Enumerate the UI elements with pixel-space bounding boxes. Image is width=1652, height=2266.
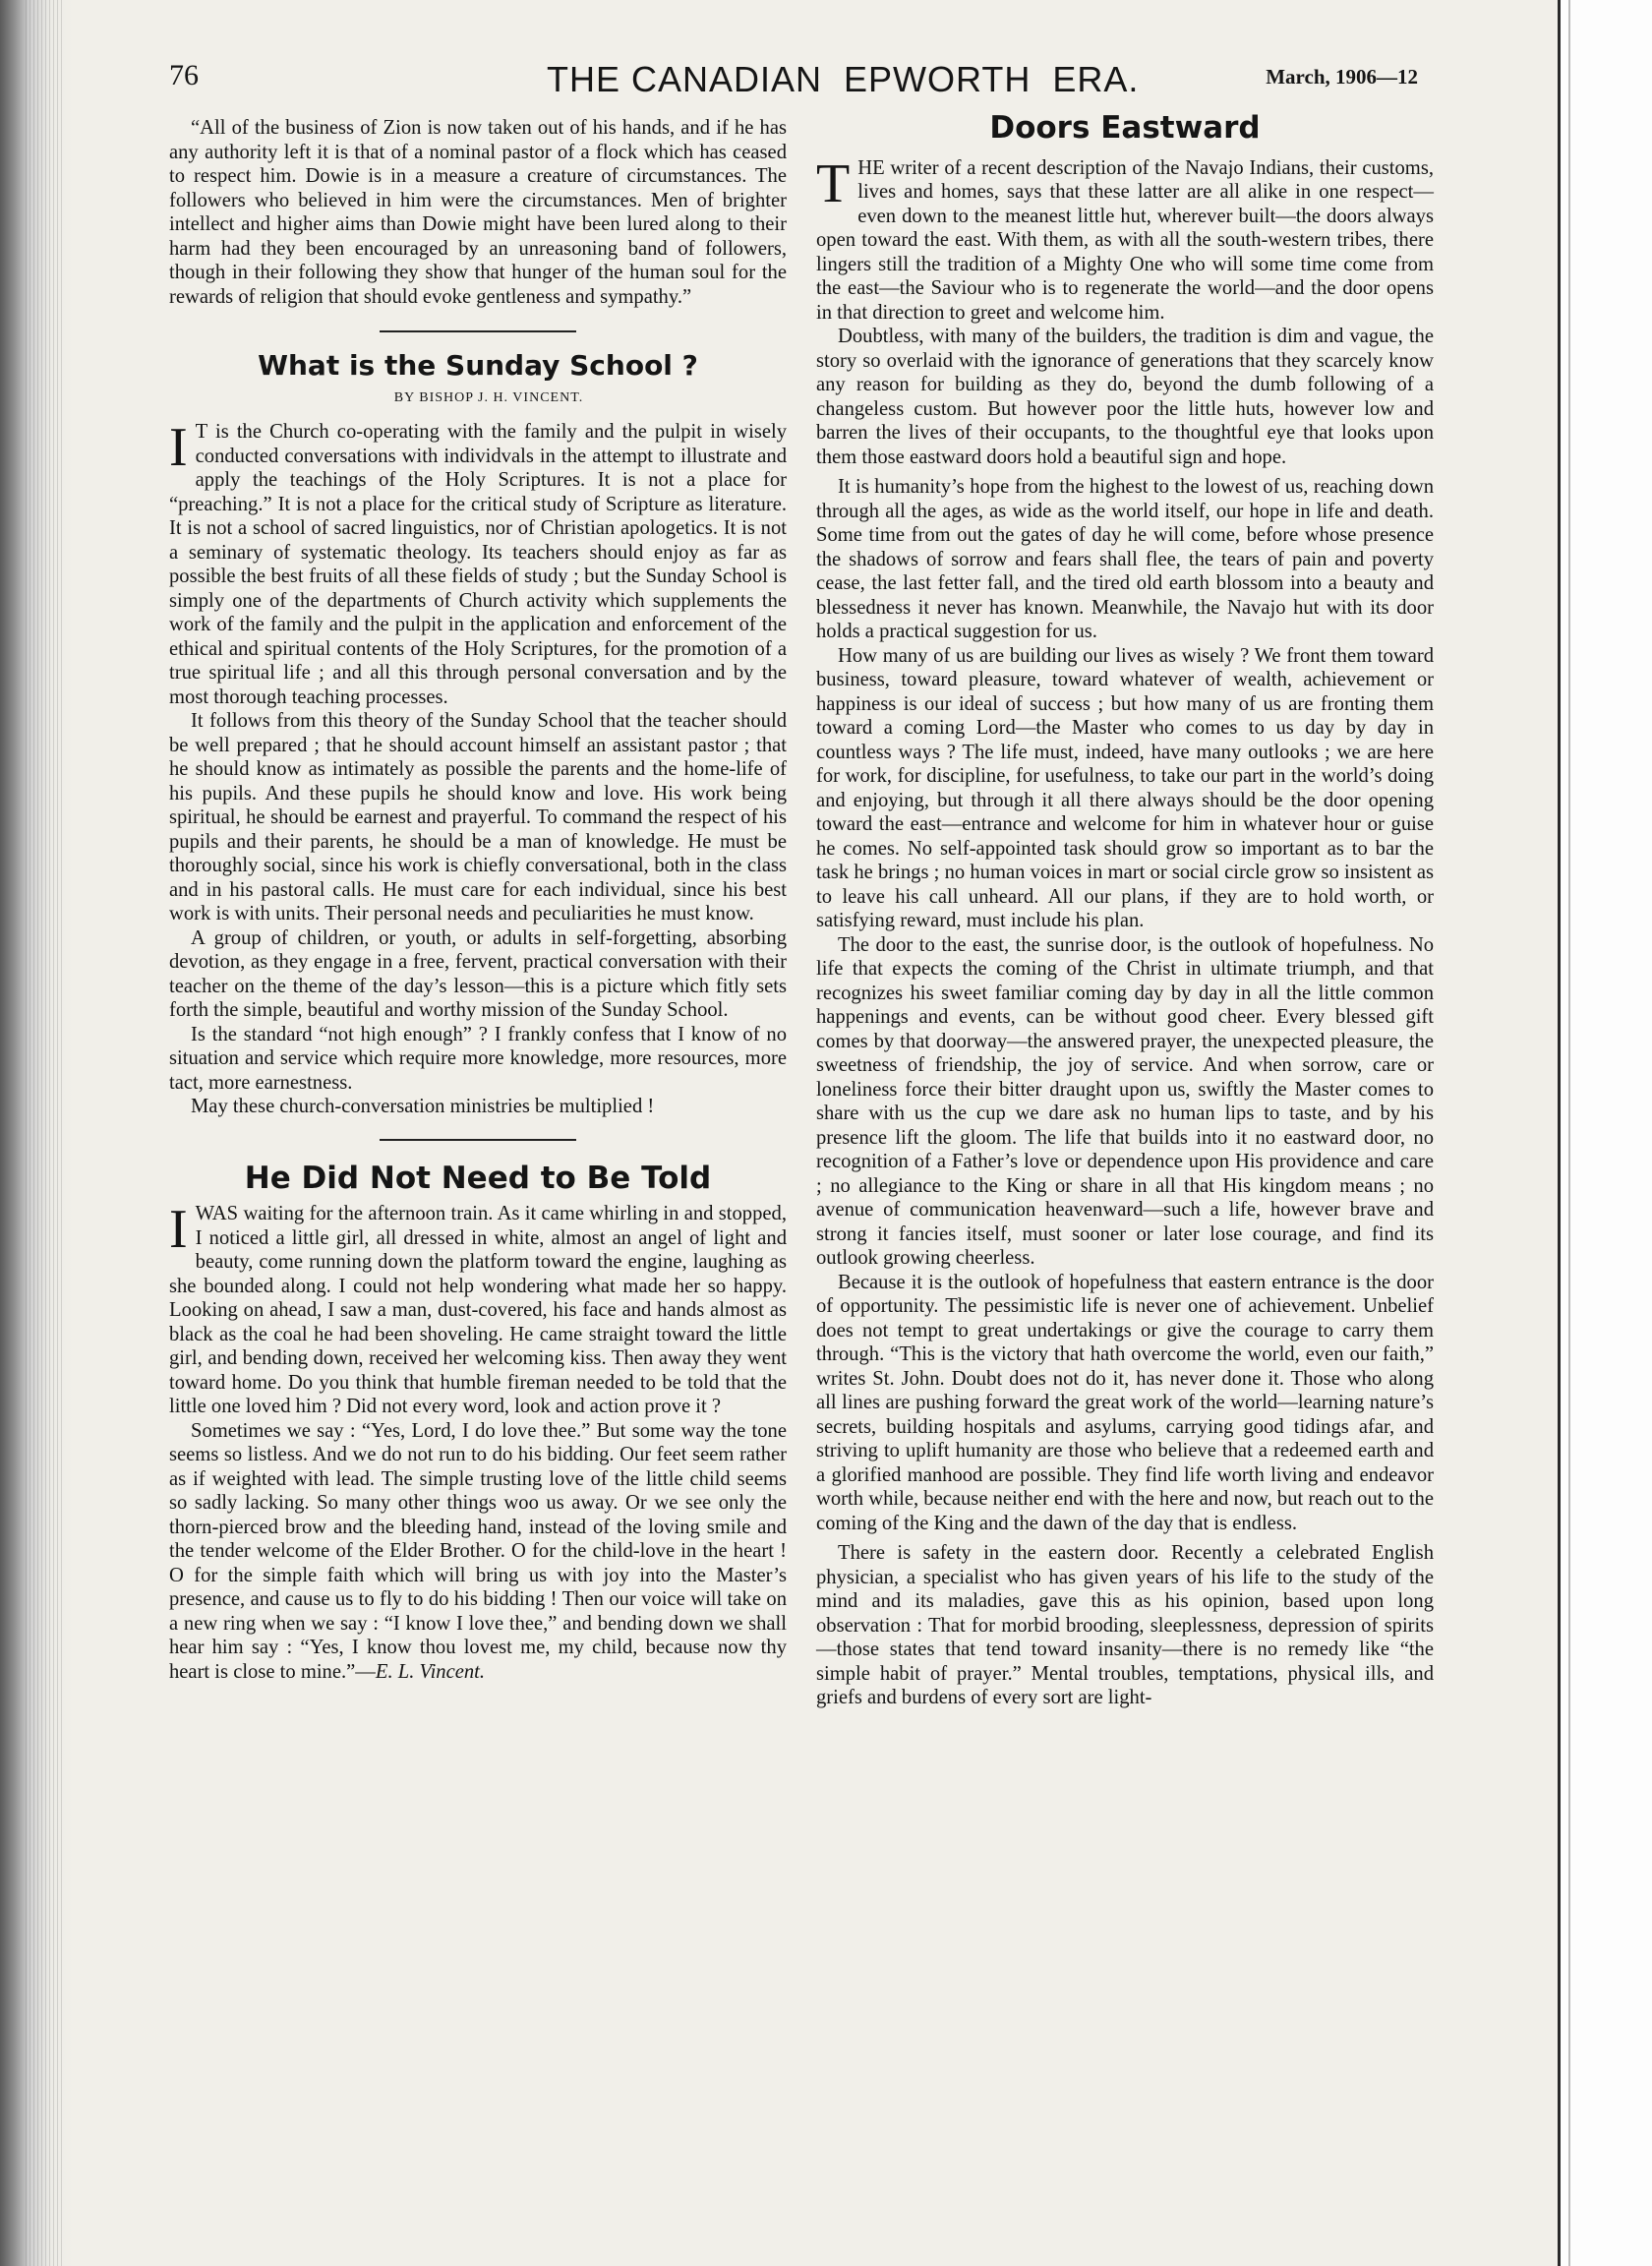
right-column [816, 110, 1434, 1710]
paragraph-text: HE writer of a recent description of the Navajo Indians, their customs, lives and homes, says that these latter are all alike in one respect—even down to the meanest little hut, wherever built—the doors always open toward the east. With them, as with all the south-western tribes, there lingers still the tradition of a Mighty One who will some time come from the east—the Saviour who is to regenerate the world—and the door opens in that direction to greet and welcome him. [816, 156, 1434, 324]
paragraph: There is safety in the eastern door. Recently a celebrated English physician, a specialist who has given years of his life to the study of the mind and its maladies, gave this as his opinion, based upon long observation : That for morbid brooding, sleeplessness, depression of spirits—those states that tend toward insanity—there is no remedy like “the simple habit of prayer.” Mental troubles, temptations, physical ills, and griefs and burdens of every sort are light- [816, 1542, 1434, 1708]
next-page-edge-line [1568, 0, 1570, 2266]
section-divider [380, 1139, 576, 1141]
author-signature: E. L. Vincent. [375, 1660, 486, 1683]
article-body-he-did-not-need [169, 1199, 787, 1684]
intro-quote: “All of the business of Zion is now taken out of his hands, and if he has any authority left it is that of a nominal pastor of a flock which has ceased to respect him. Dowie is in a measure a creature of circumstances. The followers who believed in him were the circumstances. Men of brighter intellect and higher aims than Dowie might have been lured along to their harm had they been encouraged by an unreasoning band of followers, though in their following they show that hunger of the human soul for the rewards of religion that should evoke gentleness and sympathy.” [169, 117, 787, 308]
page-number: 76 [169, 59, 199, 91]
drop-cap: T [816, 152, 851, 214]
next-page-edge [1558, 0, 1652, 2266]
paragraph: It is humanity’s hope from the highest to the lowest of us, reaching down through all the ages, as wide as the world itself, our hope in life and death. Some time from out the gates of day he will come, before whose presence the shadows of sorrow and fears shall flee, the tears of pain and poverty cease, the last fetter fall, and the tired old earth blossom into a beauty and blessedness it never has known. Meanwhile, the Navajo hut with its door holds a practical suggestion for us. [816, 476, 1434, 642]
paragraph [169, 1419, 787, 1685]
paragraph-text: T is the Church co-operating with the family and the pulpit in wisely conducted conversations with individvals in the attempt to illustrate and apply the teachings of the Holy Scriptures. It is not a place for “preaching.” It is not a place for the critical study of Scripture as literature. It is not a school of sacred linguistics, nor of Christian apologetics. It is not a seminary of systematic theology. Its teachers should enjoy as far as possible the best fruits of all these fields of study ; but the Sunday School is simply one of the departments of Church activity which supplements the work of the family and the pulpit in the application and enforcement of the ethical and spiritual contents of the Holy Scriptures, for the promotion of a true spiritual life ; and all this through personal conversation and by the most thorough teaching processes. [169, 421, 787, 708]
article-body-sunday-school [169, 417, 787, 1119]
section-divider [380, 330, 576, 332]
left-column [169, 116, 787, 1684]
paragraph [816, 152, 1434, 326]
article-title-sunday-school: What is the Sunday School ? [258, 349, 698, 382]
page-edge-lines [26, 0, 65, 2266]
paragraph: How many of us are building our lives as wisely ? We front them toward business, toward pleasure, toward whatever of wealth, achievement or happiness is our ideal of success ; but how many of us are fronting them toward a coming Lord—the Master who comes to us day by day in countless ways ? The life must, indeed, have many outlooks ; we are here for work, for discipline, for usefulness, to take our part in the world’s doing and enjoying, but through it all there always should be the door opening toward the east—entrance and welcome for him in whatever hour or guise he comes. No self-appointed task should grow so important as to bar the task he brings ; no human voices in mart or social circle grow so insistent as to leave his call unheard. All our plans, if they are to hold worth, or satisfying reward, must include his plan. [816, 644, 1434, 931]
article-title-doors-eastward: Doors Eastward [989, 110, 1261, 146]
paragraph: Doubtless, with many of the builders, the tradition is dim and vague, the story so overlaid with the ignorance of generations that they scarcely know any reason for building as they do, beyond the dumb following of a changeless custom. But however poor the little huts, however low and barren the lives of their occupants, to the thoughtful eye that looks upon them those eastward doors hold a beautiful sign and hope. [816, 326, 1434, 468]
paragraph-text: WAS waiting for the afternoon train. As it came whirling in and stopped, I noticed a little girl, all dressed in white, almost an angel of light and beauty, come running down the platform toward the engine, laughing as she bounded along. I could not help wondering what made her so happy. Looking on ahead, I saw a man, dust-covered, his face and hands almost as black as the coal he had been shoveling. He came straight toward the little girl, and bending down, received her welcoming kiss. Then away they went toward home. Do you think that humble fireman needed to be told that the little one loved him ? Did not every word, look and action prove it ? [169, 1203, 787, 1417]
book-spine-gutter [0, 0, 73, 2266]
masthead: THE CANADIAN EPWORTH ERA. [547, 59, 1140, 99]
paragraph [169, 417, 787, 709]
page-header [169, 59, 1418, 108]
paragraph: May these church-conversation ministries be multiplied ! [191, 1096, 655, 1117]
drop-cap: I [169, 417, 188, 478]
paragraph: Because it is the outlook of hopefulness that eastern entrance is the door of opportunity. The pessimistic life is never one of achievement. Unbelief does not tempt to great undertakings or give the courage to carry them through. “This is the victory that hath overcome the world, even our faith,” writes St. John. Doubt does not do it, has never done it. Those who along all lines are pushing forward the great work of the world—learning nature’s secrets, building hospitals and asylums, carrying good tidings afar, and striving to uplift humanity are those who believe that a redeemed earth and a glorified manhood are possible. They find life worth living and endeavor worth while, because neither end with the here and now, but reach out to the coming of the King and the dawn of the day that is endless. [816, 1271, 1434, 1534]
paragraph: A group of children, or youth, or adults in self-forgetting, absorbing devotion, as they engage in a free, fervent, practical conversation with their teacher on the theme of the day’s lesson—this is a picture which fitly sets forth the simple, beautiful and worthy mission of the Sunday School. [169, 926, 787, 1021]
byline: BY BISHOP J. H. VINCENT. [393, 389, 584, 405]
paragraph: Is the standard “not high enough” ? I frankly confess that I know of no situation and service which require more knowledge, more resources, more tact, more earnestness. [169, 1023, 787, 1094]
article-body-doors-eastward [816, 152, 1434, 1710]
paragraph: It follows from this theory of the Sunday School that the teacher should be well prepared ; that he should account himself an assistant pastor ; that he should know as intimately as possible the parents and the home-life of his pupils. And these pupils he should know and love. His work being spiritual, he should be earnest and prayerful. To command the respect of his pupils and their parents, he should be a man of knowledge. He must be thoroughly social, since his work is chiefly conversational, both in the class and in his pastoral calls. He must care for each individual, since his best work is with units. Their personal needs and peculiarities he must know. [169, 710, 787, 924]
paragraph [169, 1199, 787, 1419]
article-title-he-did-not-need: He Did Not Need to Be Told [244, 1160, 712, 1196]
paragraph: The door to the east, the sunrise door, is the outlook of hopefulness. No life that expects the coming of the Christ in ultimate triumph, and that recognizes his sweet familiar coming day by day in all the little common happenings and events, can be without good cheer. Every blessed gift comes by that doorway—the answered prayer, the unexpected pleasure, the sweetness of friendship, the joy of service. And when sorrow, care or loneliness force their bitter draught upon us, swiftly the Master comes to share with us the cup we dare ask no human lips to taste, and by his presence lift the gloom. The life that builds into it no eastward door, no recognition of a Father’s love or dependence upon His providence and care ; no allegiance to the King or share in all that His kingdom means ; no avenue of communication heavenward—such a life, however brave and strong it fancies itself, must sooner or later lose courage, and find its outlook growing cheerless. [816, 933, 1434, 1269]
issue-date: March, 1906—12 [1266, 65, 1418, 89]
drop-cap: I [169, 1199, 188, 1260]
paragraph-text: Sometimes we say : “Yes, Lord, I do love thee.” But some way the tone seems so listless. And we do not run to do his bidding. Our feet seem rather as if weighted with lead. The simple trusting love of the little child seems so sadly lacking. So many other things woo us away. Or we see only the thorn-pierced brow and the bleeding hand, instead of the loving smile and the tender welcome of the Elder Brother. O for the child-love in the heart ! O for the simple faith which will bring us with joy into the Master’s presence, and cause us to fly to do his bidding ! Then our voice will take on a new ring when we say : “I know I love thee,” and bending down we shall hear him say : “Yes, I know thou lovest me, my child, because now thy heart is close to mine.”— [169, 1419, 787, 1683]
